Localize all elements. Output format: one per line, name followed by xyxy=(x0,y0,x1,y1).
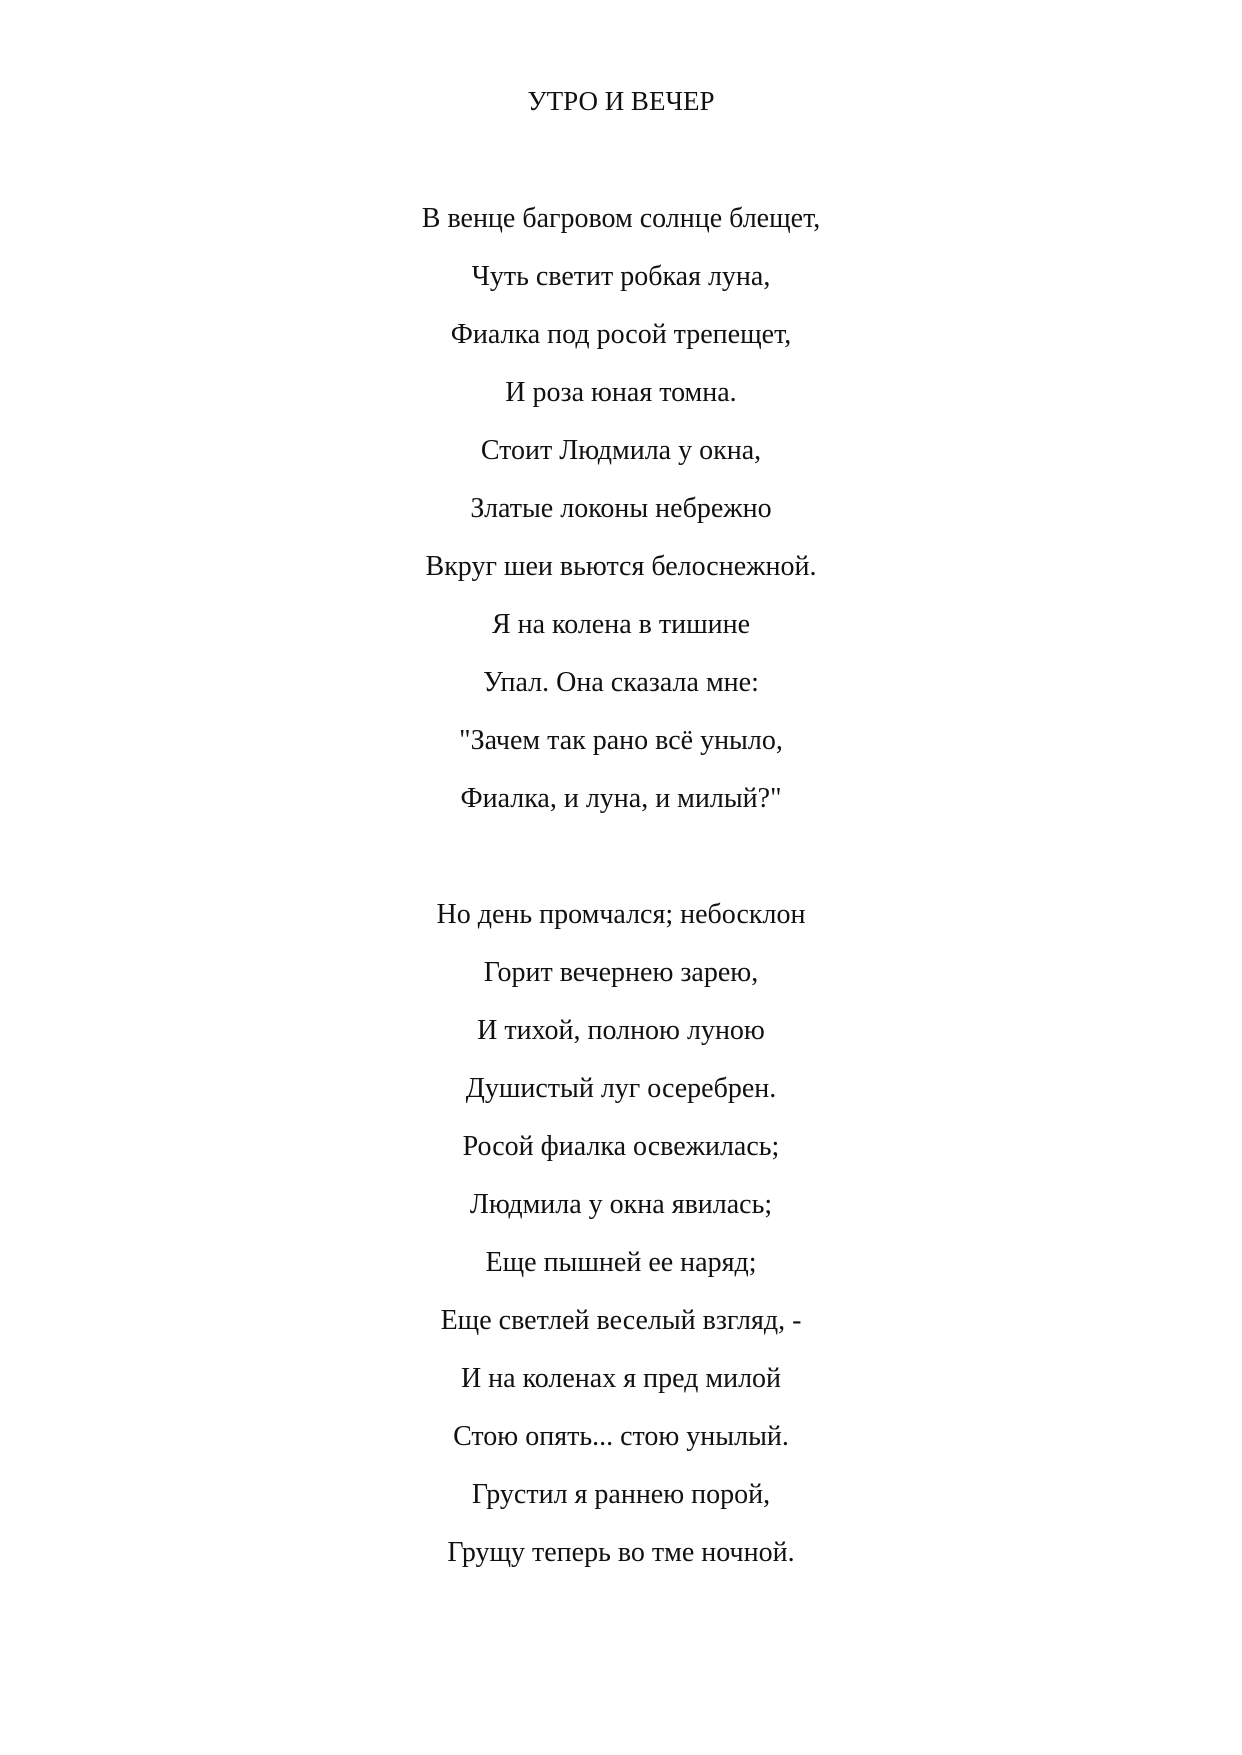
poem-line: Росой фиалка освежилась; xyxy=(462,1131,780,1162)
poem-line: Душистый луг осеребрен. xyxy=(465,1073,777,1104)
poem-line: Стою опять... стою унылый. xyxy=(453,1421,789,1452)
poem-line: Еще светлей веселый взгляд, - xyxy=(440,1305,802,1336)
poem-line: Но день промчался; небосклон xyxy=(436,899,806,930)
poem-line: Вкруг шеи вьются белоснежной. xyxy=(425,551,817,582)
stanza-2 xyxy=(0,895,1242,1591)
poem-line: "Зачем так рано всё уныло, xyxy=(459,725,783,756)
poem-line: Горит вечернею зарею, xyxy=(483,957,759,988)
poem-line: Грущу теперь во тме ночной. xyxy=(447,1537,795,1568)
poem-line: Упал. Она сказала мне: xyxy=(483,667,759,698)
poem-line: В венце багровом солнце блещет, xyxy=(421,203,821,234)
poem-line: И роза юная томна. xyxy=(505,377,737,408)
poem-title: УТРО И ВЕЧЕР xyxy=(527,86,715,116)
poem-line: И тихой, полною луною xyxy=(477,1015,765,1046)
poem-line: Чуть светит робкая луна, xyxy=(471,261,771,292)
poem-line: Златые локоны небрежно xyxy=(470,493,772,524)
poem-line: Фиалка, и луна, и милый?" xyxy=(460,783,782,814)
poem-line: Я на колена в тишине xyxy=(491,609,751,640)
poem-line: Стоит Людмила у окна, xyxy=(480,435,762,466)
poem-line: Еще пышней ее наряд; xyxy=(485,1247,757,1278)
poem-line: Фиалка под росой трепещет, xyxy=(450,319,792,350)
stanza-1 xyxy=(0,199,1242,837)
poem-line: Людмила у окна явилась; xyxy=(469,1189,773,1220)
poem-line: Грустил я раннею порой, xyxy=(471,1479,771,1510)
poem-line: И на коленах я пред милой xyxy=(460,1363,782,1394)
